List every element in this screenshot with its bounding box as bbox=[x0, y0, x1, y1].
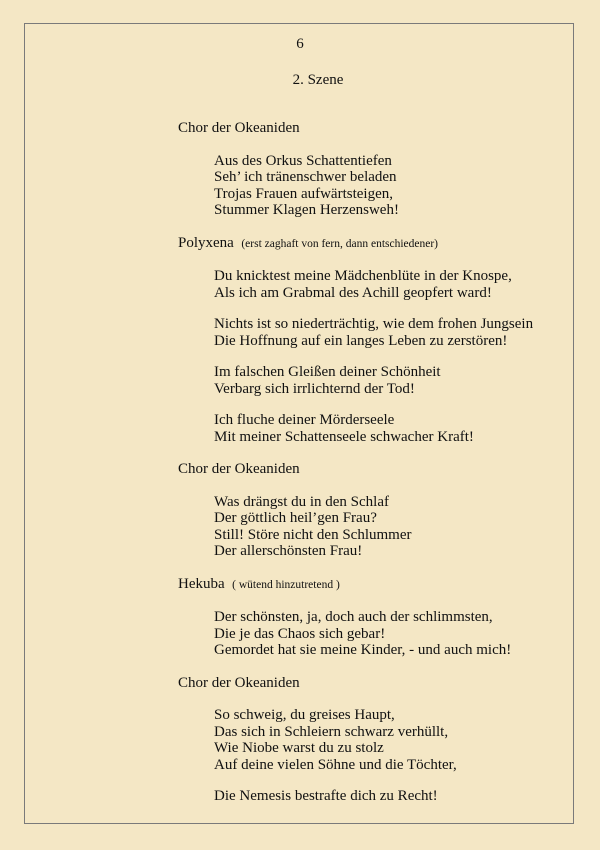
speaker-line bbox=[178, 576, 568, 594]
verse-line: Still! Störe nicht den Schlummer bbox=[214, 526, 412, 543]
speaker-name: Chor der Okeaniden bbox=[178, 461, 300, 477]
speaker-name: Hekuba bbox=[178, 575, 225, 592]
stage-direction: (erst zaghaft von fern, dann entschiedener) bbox=[241, 237, 439, 250]
verse-line: Du knicktest meine Mädchenblüte in der Knospe, bbox=[214, 268, 512, 284]
verse-line: Die Nemesis bestrafte dich zu Recht! bbox=[214, 788, 438, 804]
verse-line: Der göttlich heil’gen Frau? bbox=[214, 510, 377, 526]
verse-line: Als ich am Grabmal des Achill geopfert ward! bbox=[214, 284, 492, 301]
page-number: 6 bbox=[296, 36, 304, 52]
section-chorus-3 bbox=[178, 675, 568, 805]
speaker-name: Polyxena bbox=[178, 234, 234, 251]
verse-line: Auf deine vielen Söhne und die Töchter, bbox=[214, 756, 457, 773]
verse-line: Nichts ist so niederträchtig, wie dem frohen Jungsein bbox=[214, 316, 534, 332]
stanza bbox=[214, 609, 568, 659]
stanza bbox=[214, 364, 568, 397]
verse-line: Mit meiner Schattenseele schwacher Kraft! bbox=[214, 428, 474, 445]
play-text bbox=[178, 120, 568, 805]
verse-line: Aus des Orkus Schattentiefen bbox=[214, 152, 392, 169]
speaker-name: Chor der Okeaniden bbox=[178, 674, 300, 691]
stanza bbox=[214, 494, 568, 560]
verse-line: Der schönsten, ja, doch auch der schlimmsten, bbox=[214, 609, 493, 625]
verse-line: Gemordet hat sie meine Kinder, - und auch mich! bbox=[214, 642, 512, 658]
verse-line: Wie Niobe warst du zu stolz bbox=[214, 740, 384, 756]
verse-line: Die Hoffnung auf ein langes Leben zu zerstören! bbox=[214, 332, 508, 349]
verse-line: Verbarg sich irrlichternd der Tod! bbox=[214, 380, 415, 397]
scene-title: 2. Szene bbox=[292, 72, 344, 88]
verse-line: Ich fluche deiner Mörderseele bbox=[214, 412, 395, 428]
section-chorus-2 bbox=[178, 461, 568, 560]
verse-line: Was drängst du in den Schlaf bbox=[214, 493, 390, 510]
stanza bbox=[214, 153, 568, 219]
stanza bbox=[214, 412, 568, 445]
verse-line: Der allerschönsten Frau! bbox=[214, 543, 363, 559]
verse-line: So schweig, du greises Haupt, bbox=[214, 707, 395, 723]
speaker-name: Chor der Okeaniden bbox=[178, 120, 300, 136]
stanza bbox=[214, 316, 568, 349]
section-chorus-1 bbox=[178, 120, 568, 219]
stanza bbox=[214, 788, 568, 805]
stanza bbox=[214, 268, 568, 301]
verse-line: Seh’ ich tränenschwer beladen bbox=[214, 169, 397, 185]
section-hekuba bbox=[178, 576, 568, 659]
verse-line: Trojas Frauen aufwärtsteigen, bbox=[214, 185, 393, 202]
verse-line: Stummer Klagen Herzensweh! bbox=[214, 202, 399, 218]
stanza bbox=[214, 707, 568, 773]
verse-line: Die je das Chaos sich gebar! bbox=[214, 625, 386, 642]
section-polyxena bbox=[178, 235, 568, 446]
speaker-line bbox=[178, 235, 568, 253]
stage-direction: ( wütend hinzutretend ) bbox=[232, 578, 340, 591]
verse-line: Im falschen Gleißen deiner Schönheit bbox=[214, 364, 441, 380]
verse-line: Das sich in Schleiern schwarz verhüllt, bbox=[214, 723, 449, 740]
